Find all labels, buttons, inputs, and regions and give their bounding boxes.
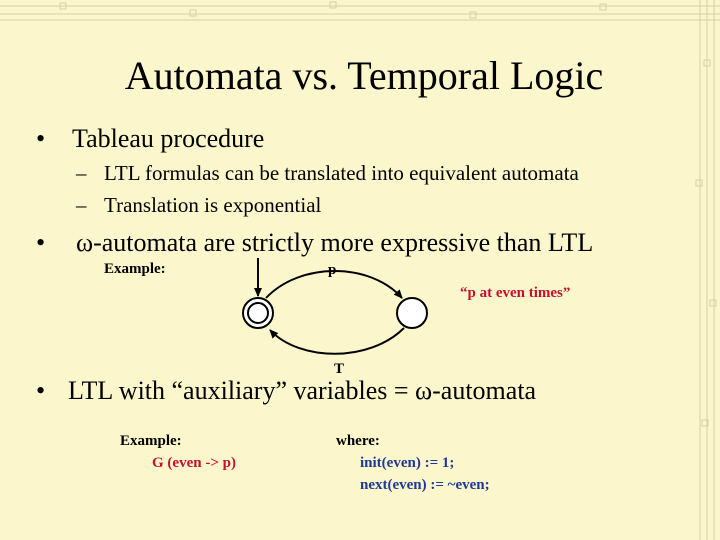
bullet-ltl-auxiliary: LTL with “auxiliary” variables = ω-automata xyxy=(68,376,537,405)
sub-bullet-dash: – xyxy=(76,193,87,217)
example-label: Example: xyxy=(104,261,166,277)
bullet-dot: • xyxy=(36,228,46,257)
bullet-tableau: Tableau procedure xyxy=(72,124,265,153)
edge-label-true: T xyxy=(334,361,345,377)
edge-p-arc xyxy=(266,271,402,298)
where-init-even: init(even) := 1; xyxy=(360,455,455,471)
bullet-dot: • xyxy=(36,376,46,405)
example2-label: Example: xyxy=(120,433,182,449)
slide-title: Automata vs. Temporal Logic xyxy=(124,53,604,98)
bullet-omega-expressive: ω-automata are strictly more expressive than LTL xyxy=(76,228,594,257)
sub-bullet-ltl-translation: LTL formulas can be translated into equivalent automata xyxy=(104,161,579,185)
state-odd-circle xyxy=(397,298,427,328)
automaton-caption: “p at even times” xyxy=(460,285,571,301)
state-even-inner-circle xyxy=(248,303,268,323)
bullet-dot: • xyxy=(36,124,46,153)
edge-true-arc xyxy=(270,328,404,354)
where-next-even: next(even) := ~even; xyxy=(360,477,490,493)
edge-label-p: p xyxy=(328,262,337,278)
example2-formula: G (even -> p) xyxy=(152,455,236,471)
where-label: where: xyxy=(336,433,380,449)
sub-bullet-exponential: Translation is exponential xyxy=(104,193,322,217)
sub-bullet-dash: – xyxy=(76,161,87,185)
